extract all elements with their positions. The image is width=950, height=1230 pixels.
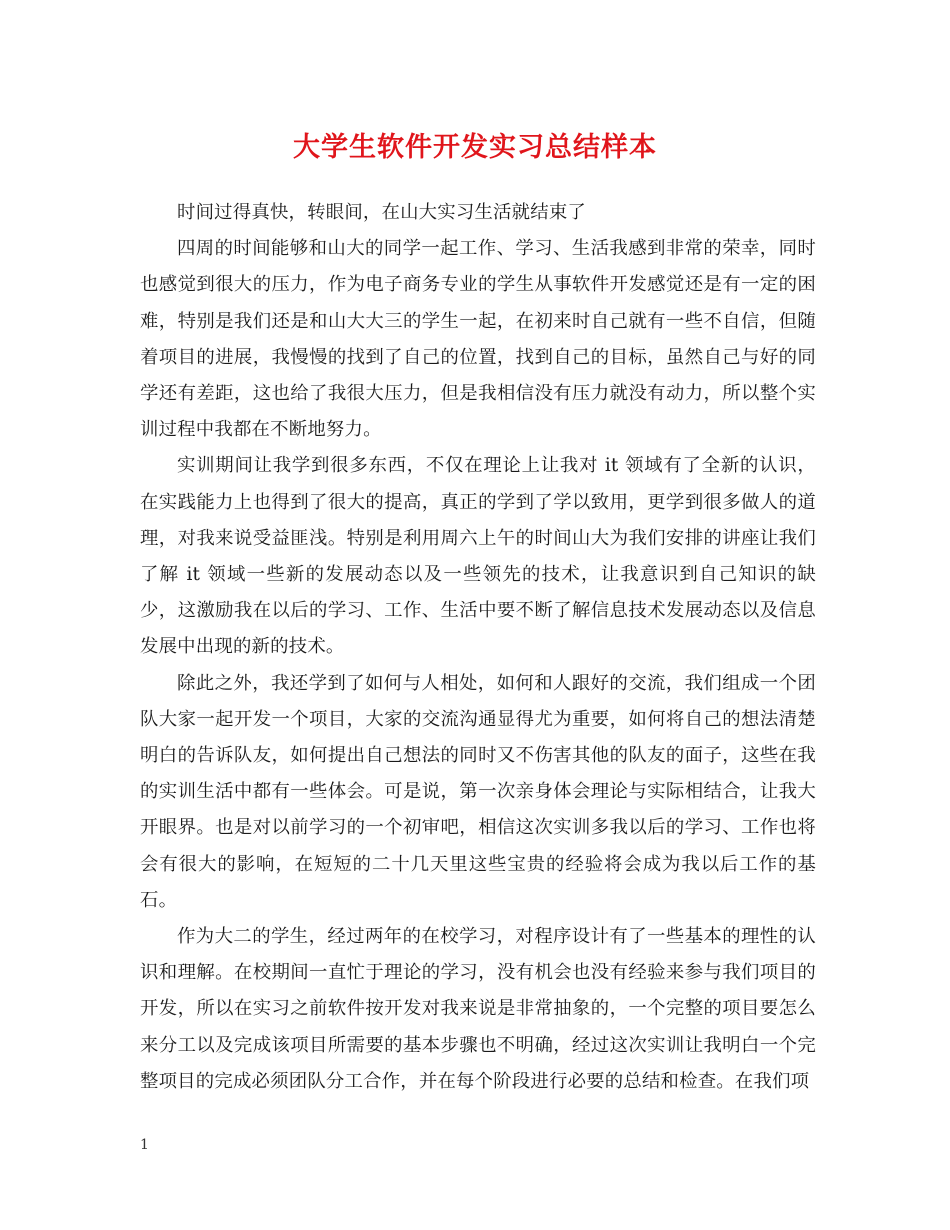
- document-title: 大学生软件开发实习总结样本: [293, 132, 657, 163]
- paragraph-3: 实训期间让我学到很多东西，不仅在理论上让我对 it 领域有了全新的认识，在实践能力上也得到了很大的提高，真正的学到了学以致用，更学到很多做人的道理，对我来说受益匪浅。特别是利用周六上午的时间山大为我们安排的讲座让我们了解 it 领域一些新的发展动态以及一些领先的技术，让我意识到自己知识的缺少，这激励我在以后的学习、工作、生活中要不断了解信息技术发展动态以及信息发展中出现的新的技术。: [140, 455, 816, 658]
- paragraph-5: 作为大二的学生，经过两年的在校学习，对程序设计有了一些基本的理性的认识和理解。在校期间一直忙于理论的学习，没有机会也没有经验来参与我们项目的开发，所以在实习之前软件按开发对我来说是非常抽象的，一个完整的项目要怎么来分工以及完成该项目所需要的基本步骤也不明确，经过这次实训让我明白一个完整项目的完成必须团队分工合作，并在每个阶段进行必要的总结和检查。在我们项: [140, 926, 816, 1092]
- paragraph-1: 时间过得真快，转眼间，在山大实习生活就结束了: [177, 202, 586, 223]
- page-number: 1: [140, 1137, 149, 1153]
- document-body: [140, 195, 816, 1100]
- paragraph-2: 四周的时间能够和山大的同学一起工作、学习、生活我感到非常的荣幸，同时也感觉到很大的压力，作为电子商务专业的学生从事软件开发感觉还是有一定的困难，特别是我们还是和山大大三的学生一起，在初来时自己就有一些不自信，但随着项目的进展，我慢慢的找到了自己的位置，找到自己的目标，虽然自己与好的同学还有差距，这也给了我很大压力，但是我相信没有压力就没有动力，所以整个实训过程中我都在不断地努力。: [140, 238, 816, 441]
- paragraph-4: 除此之外，我还学到了如何与人相处，如何和人跟好的交流，我们组成一个团队大家一起开发一个项目，大家的交流沟通显得尤为重要，如何将自己的想法清楚明白的告诉队友，如何提出自己想法的同时又不伤害其他的队友的面子，这些在我的实训生活中都有一些体会。可是说，第一次亲身体会理论与实际相结合，让我大开眼界。也是对以前学习的一个初审吧，相信这次实训多我以后的学习、工作也将会有很大的影响，在短短的二十几天里这些宝贵的经验将会成为我以后工作的基石。: [140, 672, 816, 911]
